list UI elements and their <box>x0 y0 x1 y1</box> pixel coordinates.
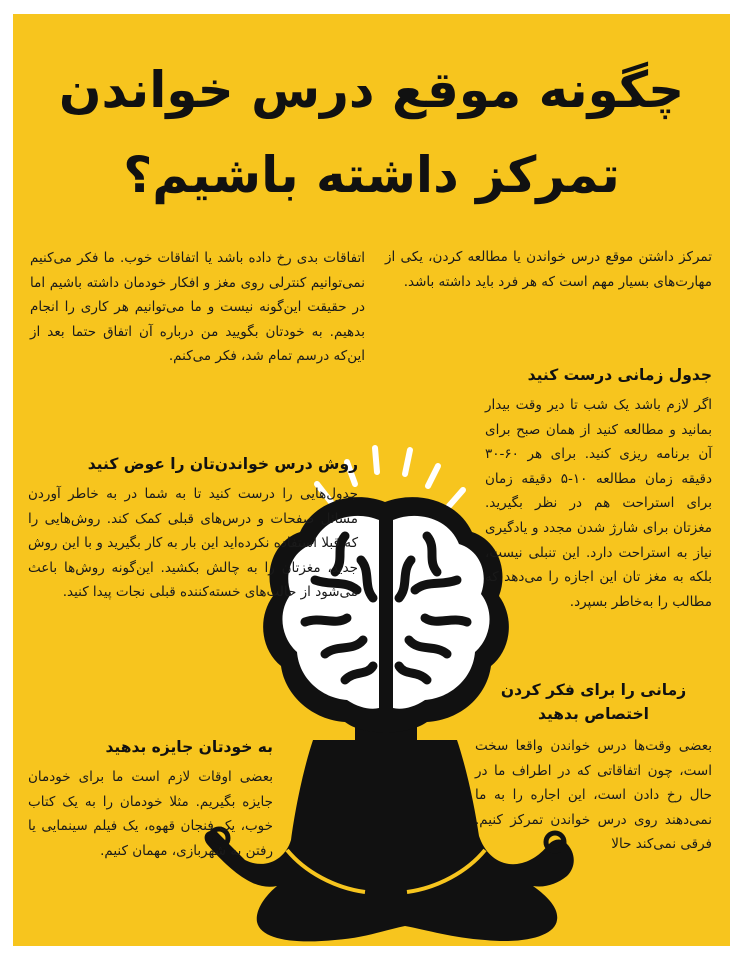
left-continuation <box>30 246 365 369</box>
section-think-body: بعضی وقت‌ها درس خواندن واقعا سخت است، چون اتفاقاتی که در اطراف ما در حال رخ دادن است، این اجاره را به ما نمی‌دهند روی درس خواندن تمرکز کنیم. فرقی نمی‌کند حالا <box>475 738 712 853</box>
section-think-time <box>475 678 712 857</box>
section-method-body: جدول‌هایی را درست کنید تا به شما در به خاطر آوردن مسائل صفحات و درس‌های قبلی کمک کند. روش‌هایی را که قبلا استفاده نکرده‌اید این بار به کار بگیرید و با این روش جدید، مغزتان را به چالش بکشید. این‌گونه روش‌ها باعث می‌شود از حالت‌های خسته‌کننده قبلی نجات پیدا کنید. <box>28 486 358 601</box>
left-intro-text: اتفاقات بدی رخ داده باشد یا اتفاقات خوب. ما فکر می‌کنیم نمی‌توانیم کنترلی روی مغز و افکار خودمان داشته باشیم اما در حقیقت این‌گونه نیست و ما می‌توانیم هر کاری را انجام بدهیم. به خودتان بگویید من درباره آن اتفاق حتما بعد از این‌که درسم تمام شد، فکر می‌کنم. <box>30 250 365 365</box>
section-reward-heading: به خودتان جایزه بدهید <box>105 738 273 756</box>
title-line-1: چگونه موقع درس خواندن <box>58 61 685 119</box>
section-time-body: اگر لازم باشد یک شب تا دیر وقت بیدار بمانید و مطالعه کنید از همان صبح برای آن برنامه ریزی کنید. برای هر ۶۰-۳۰ دقیقه زمان مطالعه ۱۰-۵ دقیقه زمان برای استراحت هم در نظر بگیرید. مغزتان برای شارژ شدن مجدد و یادگیری نیاز به استراحت دارد. این تنبلی نیست، بلکه به مغز تان این اجازه را می‌دهد که مطالب را به‌خاطر بسپرد. <box>485 397 712 610</box>
section-reward-body: بعضی اوقات لازم است ما برای خودمان جایزه بگیریم. مثلا خودمان را به یک کتاب خوب، یک فنجان قهوه، یک فیلم سینمایی یا رفتن به شهربازی، مهمان کنیم. <box>28 769 273 859</box>
section-time-table <box>485 363 712 614</box>
intro-paragraph <box>385 245 712 294</box>
title-line-2: تمرکز داشته باشیم؟ <box>123 146 620 204</box>
section-time-heading: جدول زمانی درست کنید <box>527 366 712 384</box>
section-change-method <box>28 452 358 605</box>
section-think-heading: زمانی را برای فکر کردن اختصاص بدهید <box>500 681 687 723</box>
section-reward <box>28 735 273 863</box>
section-method-heading: روش درس خواندن‌تان را عوض کنید <box>87 455 358 473</box>
intro-text: تمرکز داشتن موقع درس خواندن یا مطالعه کردن، یکی از مهارت‌های بسیار مهم است که هر فرد باید داشته باشد. <box>385 249 712 290</box>
